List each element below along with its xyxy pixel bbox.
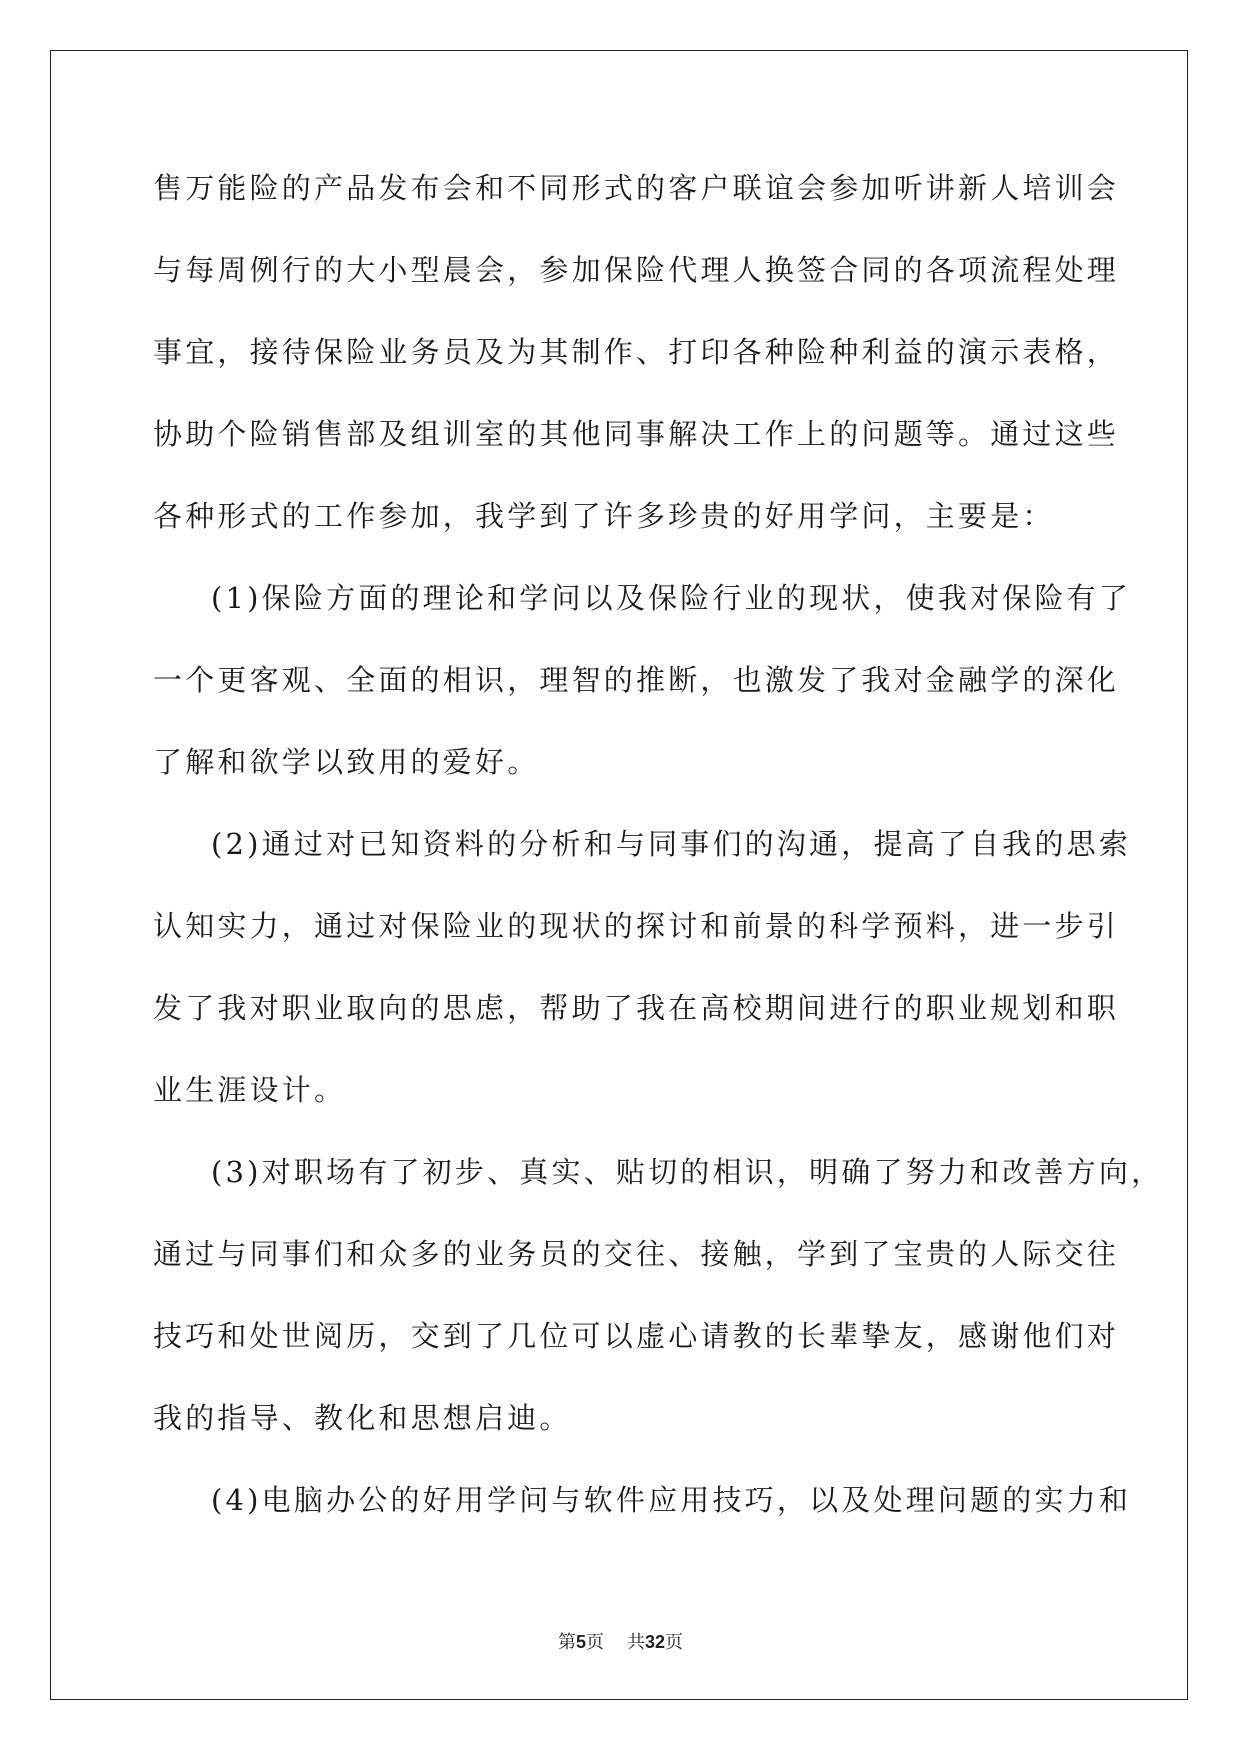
document-body (153, 162, 1164, 1556)
text-line: (3)对职场有了初步、真实、贴切的相识，明确了努力和改善方向， (211, 1155, 1164, 1189)
page-number: 5 (576, 1632, 587, 1652)
text-line: 发了我对职业取向的思虑，帮助了我在高校期间进行的职业规划和职 (153, 991, 1120, 1025)
footer-total-suffix: 页 (664, 1632, 683, 1653)
text-line: 协助个险销售部及组训室的其他同事解决工作上的问题等。通过这些 (153, 417, 1120, 451)
footer-total-prefix: 共 (626, 1632, 645, 1653)
text-line: 认知实力，通过对保险业的现状的探讨和前景的科学预料，进一步引 (153, 909, 1120, 943)
text-line: 事宜，接待保险业务员及为其制作、打印各种险种利益的演示表格， (153, 335, 1120, 369)
text-line: 技巧和处世阅历，交到了几位可以虚心请教的长辈挚友，感谢他们对 (153, 1319, 1120, 1353)
text-line: (1)保险方面的理论和学问以及保险行业的现状，使我对保险有了 (211, 581, 1132, 615)
page-footer (0, 1628, 1241, 1654)
text-line: 一个更客观、全面的相识，理智的推断，也激发了我对金融学的深化 (153, 663, 1120, 697)
text-line: 通过与同事们和众多的业务员的交往、接触，学到了宝贵的人际交往 (153, 1237, 1120, 1271)
text-line: 售万能险的产品发布会和不同形式的客户联谊会参加听讲新人培训会 (153, 171, 1120, 205)
footer-prefix: 第 (558, 1632, 577, 1653)
text-line: 了解和欲学以致用的爱好。 (153, 745, 540, 779)
text-line: (2)通过对已知资料的分析和与同事们的沟通，提高了自我的思索 (211, 827, 1132, 861)
text-line: 与每周例行的大小型晨会，参加保险代理人换签合同的各项流程处理 (153, 253, 1120, 287)
text-line: 各种形式的工作参加，我学到了许多珍贵的好用学问，主要是： (153, 499, 1055, 533)
total-pages: 32 (644, 1632, 665, 1652)
footer-page-suffix: 页 (586, 1632, 605, 1653)
text-line: (4)电脑办公的好用学问与软件应用技巧，以及处理问题的实力和 (211, 1483, 1132, 1517)
text-line: 业生涯设计。 (153, 1073, 347, 1107)
text-line: 我的指导、教化和思想启迪。 (153, 1401, 572, 1435)
